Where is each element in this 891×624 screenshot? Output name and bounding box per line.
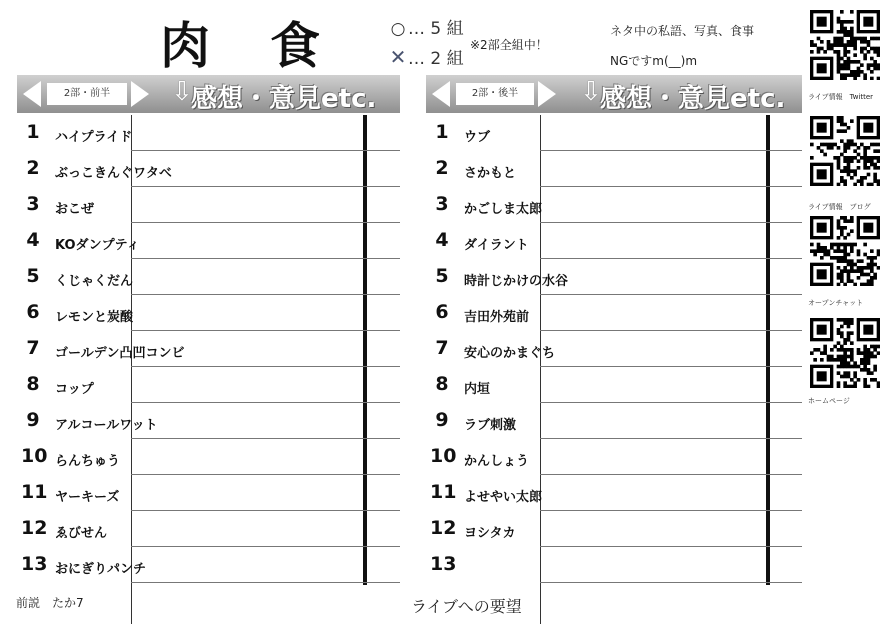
table-row [17, 223, 400, 259]
table-row [426, 223, 802, 259]
legend-ng-text: … 2 組 [408, 49, 464, 69]
qr-label: ライブ情報 Twitter [808, 93, 874, 101]
performer-name: ヤーキーズ [55, 490, 120, 505]
performer-name: 安心のかまぐち [464, 346, 556, 361]
row-number: 3 [435, 193, 449, 215]
row-number: 1 [435, 121, 449, 143]
table-row [426, 151, 802, 187]
qr-code-icon [810, 318, 880, 388]
next-arrow-icon [538, 81, 556, 107]
legend-ok-text: … 5 組 [408, 19, 464, 39]
part-label: 2部・後半 [456, 83, 534, 105]
row-number: 2 [26, 157, 40, 179]
table-row [426, 403, 802, 439]
table-row [17, 295, 400, 331]
row-number: 6 [435, 301, 449, 323]
performer-name: よせやい太郎 [464, 490, 543, 505]
table-row [426, 367, 802, 403]
table-row [426, 295, 802, 331]
header-title: 感想・意見etc. [600, 84, 786, 114]
row-divider [131, 582, 400, 583]
table-row [426, 547, 802, 583]
performer-name: ヨシタカ [464, 526, 516, 541]
prev-arrow-icon [23, 81, 41, 107]
row-number: 8 [435, 373, 449, 395]
row-number: 9 [26, 409, 40, 431]
sheet-header [17, 75, 400, 113]
performer-name: らんちゅう [55, 454, 121, 469]
table-row [17, 115, 400, 151]
table-row [17, 439, 400, 475]
table-row [426, 259, 802, 295]
row-number: 13 [21, 553, 48, 575]
performer-name: さかもと [464, 166, 517, 181]
table-row [426, 187, 802, 223]
row-number: 5 [26, 265, 40, 287]
row-number: 7 [435, 337, 449, 359]
table-row [17, 259, 400, 295]
legend-ok [388, 14, 464, 39]
next-arrow-icon [131, 81, 149, 107]
row-number: 11 [430, 481, 457, 503]
row-number: 7 [26, 337, 40, 359]
table-row [17, 331, 400, 367]
qr-label: オープンチャット [808, 299, 864, 307]
performer-name: ラブ刺激 [464, 418, 517, 433]
performer-name: ウブ [464, 130, 491, 145]
prev-arrow-icon [432, 81, 450, 107]
header-title: 感想・意見etc. [191, 84, 377, 114]
qr-code-icon [810, 10, 880, 80]
table-row [426, 331, 802, 367]
performer-name: コップ [55, 382, 94, 397]
legend-ng [388, 44, 464, 69]
row-number: 1 [26, 121, 40, 143]
down-arrow-icon: ⇩ [171, 77, 193, 107]
table-row [17, 475, 400, 511]
circle-icon: ○ [390, 19, 406, 39]
performer-list [17, 115, 400, 583]
performer-name: 時計じかけの水谷 [464, 274, 569, 289]
performer-name: かごしま太郎 [464, 202, 543, 217]
table-row [426, 511, 802, 547]
qr-label: ホームページ [808, 397, 850, 405]
row-number: 8 [26, 373, 40, 395]
cross-icon: ✕ [389, 45, 407, 69]
row-number: 12 [21, 517, 48, 539]
row-number: 4 [26, 229, 40, 251]
row-divider [540, 582, 802, 583]
row-number: 2 [435, 157, 449, 179]
performer-name: 内垣 [464, 382, 491, 397]
performer-name: くじゃくだん [55, 274, 134, 289]
row-number: 10 [21, 445, 48, 467]
qr-code-icon [810, 116, 880, 186]
qr-label: ライブ情報 ブログ [808, 203, 871, 211]
table-row [17, 403, 400, 439]
performer-name: レモンと炭酸 [55, 310, 134, 325]
performer-name: かんしょう [464, 454, 530, 469]
part-label: 2部・前半 [47, 83, 127, 105]
qr-code-icon [810, 216, 880, 286]
performer-name: KOダンプティ [55, 238, 140, 253]
performer-name: ぶっこきんぐワタベ [55, 166, 172, 181]
table-row [17, 367, 400, 403]
table-row [426, 115, 802, 151]
table-row [426, 439, 802, 475]
legend-note: ※2部全組中！ [470, 38, 548, 52]
mc-credit: 前説 たか7 [16, 596, 84, 610]
performer-name: 吉田外苑前 [464, 310, 530, 325]
rules-note-line2: NGですm(__)m [610, 54, 698, 68]
sheet-header [426, 75, 802, 113]
row-number: 5 [435, 265, 449, 287]
table-row [17, 547, 400, 583]
sheet-first-half [17, 75, 400, 624]
performer-name: アルコールワット [55, 418, 158, 433]
row-number: 3 [26, 193, 40, 215]
performer-name: おこぜ [55, 202, 95, 217]
performer-name: おにぎりパンチ [55, 562, 147, 577]
performer-name: ハイプライド [55, 130, 133, 145]
table-row [17, 511, 400, 547]
row-number: 12 [430, 517, 457, 539]
row-number: 6 [26, 301, 40, 323]
row-number: 4 [435, 229, 449, 251]
table-row [17, 151, 400, 187]
rules-note-line1: ネタ中の私語、写真、食事 [610, 24, 755, 38]
row-number: 13 [430, 553, 457, 575]
performer-name: ゴールデン凸凹コンビ [55, 346, 185, 361]
row-number: 11 [21, 481, 48, 503]
row-number: 9 [435, 409, 449, 431]
performer-name: ゑびせん [55, 526, 108, 541]
row-number: 10 [430, 445, 457, 467]
performer-name: ダイラント [464, 238, 529, 253]
down-arrow-icon: ⇩ [580, 77, 602, 107]
title-char-2: 食 [270, 16, 320, 75]
table-row [426, 475, 802, 511]
title-char-1: 肉 [160, 16, 210, 75]
table-row [17, 187, 400, 223]
performer-list [426, 115, 802, 583]
requests-label: ライブへの要望 [411, 597, 522, 616]
sheet-second-half [426, 75, 802, 624]
